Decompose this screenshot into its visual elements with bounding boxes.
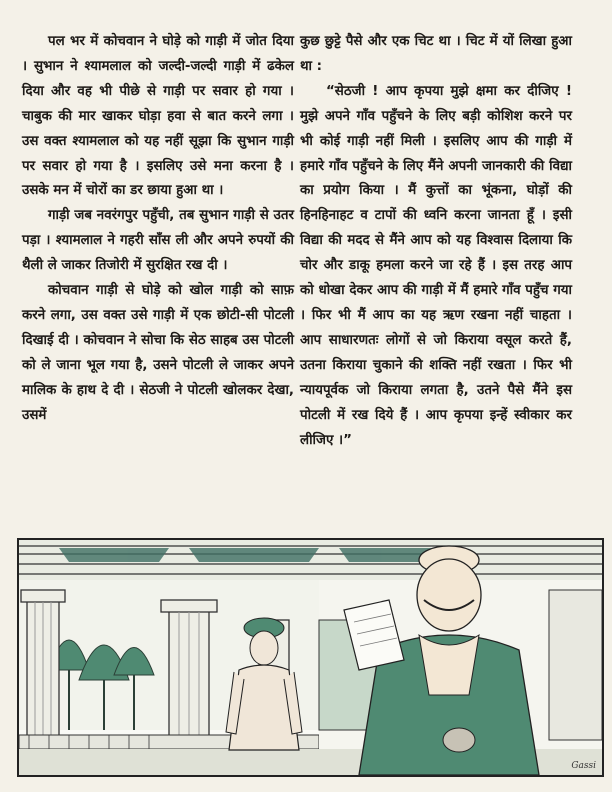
paragraph: “सेठजी ! आप कृपया मुझे क्षमा कर दीजिए ! मुझे अपने गाँव पहुँचने के लिए बड़ी कोशिश करने पर भी कोई गाड़ी नहीं मिली । इसलिए आप की गाड़ी में हमारे गाँव पहुँचने के लिए मैंने अपनी जानकारी की विद्या का प्रयोग किया । मैं कुत्तों का भूंकना, घोड़ों की हिनहिनाहट व टापों की ध्वनि करना जानता हूँ । इसी विद्या की मदद से मैंने आप को यह विश्वास दिलाया कि चोर और डाकू हमला करने जा रहे हैं । इस तरह आप को धोखा देकर आप की गाड़ी में मैं हमारे गाँव पहुँच गया । फिर भी मैं आप का यह ऋण रखना नहीं चाहता । आप साधारणतः लोगों से जो किराया वसूल करते हैं, उतना किराया चुकाने की शक्ति नहीं रखता । फिर भी न्यायपूर्वक जो किराया लगता है, उतने पैसे मैंने इस पोटली में रख दिये हैं । आप कृपया इन्हें स्वीकार कर लीजिए ।” <box>300 83 572 448</box>
illustration-scene <box>19 540 602 775</box>
artist-signature: Gassi <box>571 761 596 771</box>
paragraph: कुछ छुट्टे पैसे और एक चिट था । चिट में यों लिखा हुआ था : <box>300 34 572 74</box>
right-text-column <box>300 30 572 453</box>
paragraph: पल भर में कोचवान ने घोड़े को गाड़ी में जोत दिया । सुभान ने श्यामलाल को जल्दी-जल्दी गाड़ी में ढकेल दिया और वह भी पीछे से गाड़ी पर सवार हो गया । चाबुक की मार खाकर घोड़ा हवा से बात करने लगा । उस वक्त श्यामलाल को यह नहीं सूझा कि सुभान गाड़ी पर सवार हो गया है । इसलिए उसे मना करना है । उसके मन में चोरों का डर छाया हुआ था । <box>22 34 294 199</box>
left-text-column <box>22 30 294 429</box>
paragraph: गाड़ी जब नवरंगपुर पहुँची, तब सुभान गाड़ी से उतर पड़ा । श्यामलाल ने गहरी साँस ली और अपने रुपयों की थैली ले जाकर तिजोरी में सुरक्षित रख दी । <box>22 208 294 274</box>
story-illustration <box>17 538 604 777</box>
paragraph: कोचवान गाड़ी से घोड़े को खोल गाड़ी को साफ़ करने लगा, उस वक्त उसे गाड़ी में एक छोटी-सी पोटली दिखाई दी । कोचवान ने सोचा कि सेठ साहब उस पोटली को ले जाना भूल गया है, उसने पोटली ले जाकर अपने मालिक के हाथ दे दी । सेठजी ने पोटली खोलकर देखा, उसमें <box>22 283 294 423</box>
